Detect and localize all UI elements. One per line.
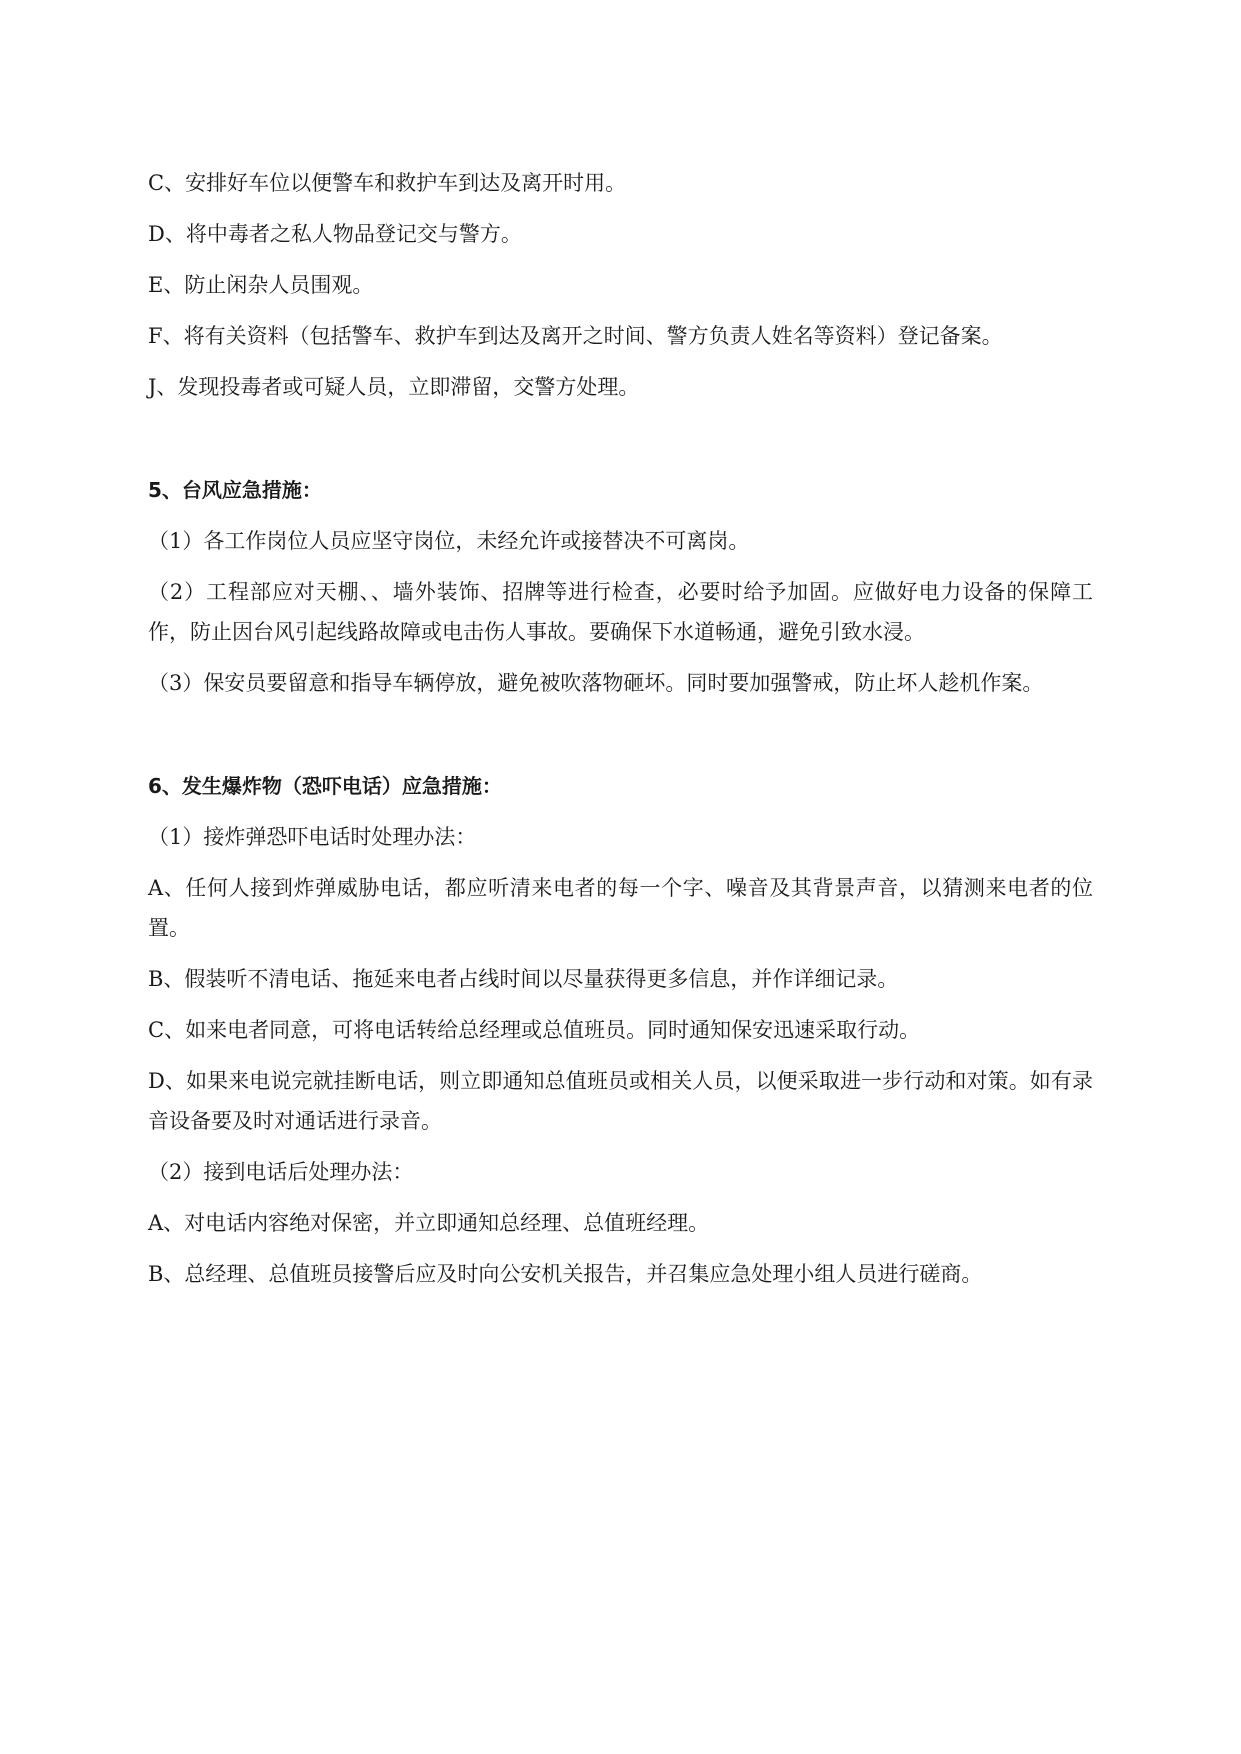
section6-item-a2: A、对电话内容绝对保密，并立即通知总经理、总值班经理。 — [148, 1211, 710, 1235]
section-gap — [148, 714, 1093, 766]
page-content — [148, 163, 1093, 1305]
section6-heading: 6、发生爆炸物（恐吓电话）应急措施： — [148, 774, 502, 798]
section6-item-a: A、任何人接到炸弹威胁电话，都应听清来电者的每一个字、噪音及其背景声音，以猜测来电者的位置。 — [148, 876, 1093, 940]
section6-item-c: C、如来电者同意，可将电话转给总经理或总值班员。同时通知保安迅速采取行动。 — [148, 1018, 921, 1042]
section6-subheading-2: （2）接到电话后处理办法： — [148, 1160, 414, 1184]
section5-item-2: （2）工程部应对天棚、、墙外装饰、招牌等进行检查，必要时给予加固。应做好电力设备的保障工作，防止因台风引起线路故障或电击伤人事故。要确保下水道畅通，避免引致水浸。 — [148, 580, 1093, 644]
section4-item-d: D、将中毒者之私人物品登记交与警方。 — [148, 222, 522, 246]
section6-item-b2: B、总经理、总值班员接警后应及时向公安机关报告，并召集应急处理小组人员进行磋商。 — [148, 1262, 983, 1286]
section5-heading: 5、台风应急措施： — [148, 478, 322, 502]
section-gap — [148, 418, 1093, 470]
section6-item-b: B、假装听不清电话、拖延来电者占线时间以尽量获得更多信息，并作详细记录。 — [148, 967, 899, 991]
section4-item-f: F、将有关资料（包括警车、救护车到达及离开之时间、警方负责人姓名等资料）登记备案。 — [148, 324, 1003, 348]
section5-item-1: （1）各工作岗位人员应坚守岗位，未经允许或接替决不可离岗。 — [148, 529, 750, 553]
section4-item-e: E、防止闲杂人员围观。 — [148, 273, 374, 297]
section6-subheading-1: （1）接炸弹恐吓电话时处理办法： — [148, 825, 477, 849]
section6-item-d: D、如果来电说完就挂断电话，则立即通知总值班员或相关人员，以便采取进一步行动和对策。如有录音设备要及时对通话进行录音。 — [148, 1069, 1093, 1133]
section5-item-3: （3）保安员要留意和指导车辆停放，避免被吹落物砸坏。同时要加强警戒，防止坏人趁机作案。 — [148, 671, 1044, 695]
section4-item-c: C、安排好车位以便警车和救护车到达及离开时用。 — [148, 171, 627, 195]
section4-item-j: J、发现投毒者或可疑人员，立即滞留，交警方处理。 — [148, 375, 640, 399]
